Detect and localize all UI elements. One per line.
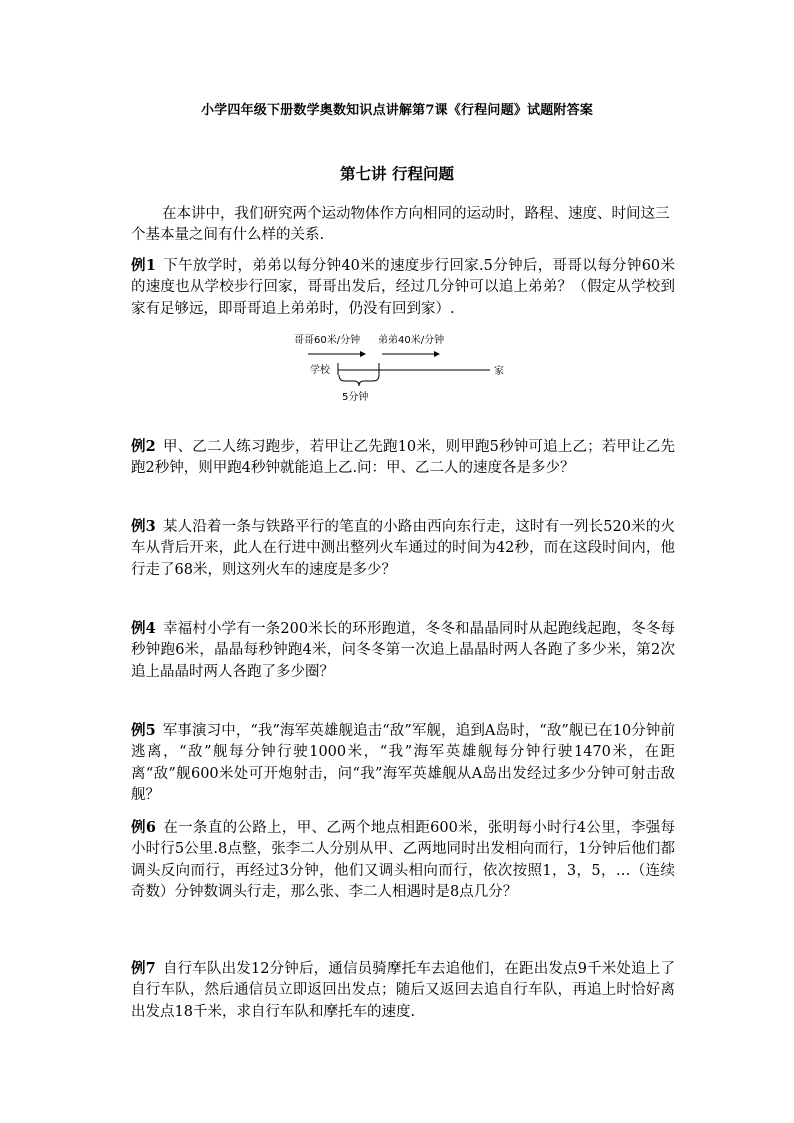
document-title: 小学四年级下册数学奥数知识点讲解第7课《行程问题》试题附答案: [200, 103, 594, 118]
example-label: 例3: [131, 518, 156, 535]
example-3: [131, 516, 675, 581]
example-7: [131, 958, 675, 1023]
example-text: 某人沿着一条与铁路平行的笔直的小路由西向东行走，这时有一列长520米的火车从背后开来，此人在行进中测出整列火车通过的时间为42秒，而在这段时间内，他行走了68米，则这列火车的速度是多少？: [131, 519, 675, 578]
example-label: 例5: [131, 722, 156, 739]
gap-label: 5分钟: [342, 392, 369, 403]
gap-brace: [339, 375, 379, 386]
example-text: 自行车队出发12分钟后，通信员骑摩托车去追他们，在距出发点9千米处追上了自行车队，然后通信员立即返回出发点；随后又返回去追自行车队，再追上时恰好离出发点18千米，求自行车队和摩托车的速度.: [131, 961, 675, 1020]
younger-arrow-head: [434, 351, 440, 357]
example-5: [131, 720, 675, 806]
lecture-title: 第七讲 行程问题: [340, 164, 454, 183]
example-1: [131, 255, 675, 320]
example-label: 例2: [131, 438, 156, 455]
example-text: 下午放学时，弟弟以每分钟40米的速度步行回家.5分钟后，哥哥以每分钟60米的速度也从学校步行回家，哥哥出发后，经过几分钟可以追上弟弟？（假定从学校到家有足够远，即哥哥追上弟弟时，仍没有回到家）.: [131, 258, 675, 317]
home-label: 家: [494, 366, 504, 377]
example-2: [131, 436, 675, 480]
example-label: 例7: [131, 960, 156, 977]
example-label: 例1: [131, 257, 156, 274]
example-text: 幸福村小学有一条200米长的环形跑道，冬冬和晶晶同时从起跑线起跑，冬冬每秒钟跑6米，晶晶每秒钟跑4米，问冬冬第一次追上晶晶时两人各跑了多少米，第2次追上晶晶时两人各跑了多少圈？: [131, 621, 675, 680]
example-6: [131, 817, 675, 903]
intro-paragraph: 在本讲中，我们研究两个运动物体作方向相同的运动时，路程、速度、时间这三个基本量之间有什么样的关系.: [131, 206, 670, 243]
younger-speed-label: 弟弟40米/分钟: [378, 335, 445, 346]
example-4: [131, 618, 675, 683]
brother-speed-label: 哥哥60米/分钟: [294, 335, 361, 346]
example-text: 军事演习中，“我”海军英雄舰追击“敌”军舰，追到A岛时，“敌”舰已在10分钟前逃离，“敌”舰每分钟行驶1000米，“我”海军英雄舰每分钟行驶1470米，在距离“敌”舰600米处可开炮射击，问“我”海军英雄舰从A岛出发经过多少分钟可射击敌舰？: [131, 723, 675, 803]
chase-diagram: [294, 330, 524, 406]
school-label: 学校: [310, 365, 330, 376]
example-label: 例6: [131, 819, 156, 836]
example-label: 例4: [131, 620, 156, 637]
example-text: 在一条直的公路上，甲、乙两个地点相距600米，张明每小时行4公里，李强每小时行5公里.8点整，张李二人分别从甲、乙两地同时出发相向而行，1分钟后他们都调头反向而行，再经过3分钟，他们又调头相向而行，依次按照1，3，5，…（连续奇数）分钟数调头行走，那么张、李二人相遇时是8点几分？: [131, 820, 675, 900]
example-text: 甲、乙二人练习跑步，若甲让乙先跑10米，则甲跑5秒钟可追上乙；若甲让乙先跑2秒钟，则甲跑4秒钟就能追上乙.问：甲、乙二人的速度各是多少？: [131, 439, 675, 477]
brother-arrow-head: [360, 351, 366, 357]
